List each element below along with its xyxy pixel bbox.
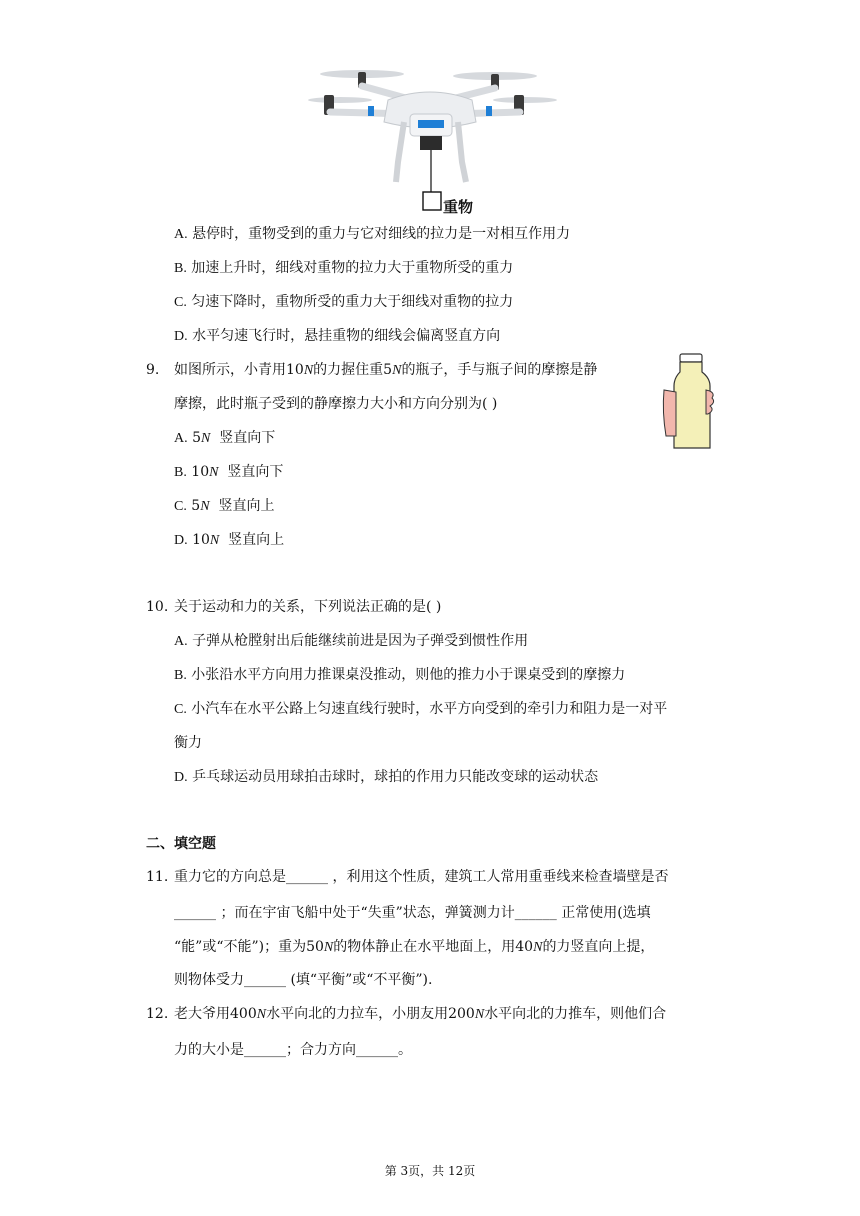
q12-number: 12. (146, 1006, 169, 1022)
q10-number: 10. (146, 599, 169, 615)
q10-stem: 关于运动和力的关系，下列说法正确的是( ) (174, 599, 442, 615)
q11-number: 11. (146, 869, 169, 885)
q12-line2: 力的大小是______；合力方向______。 (174, 1042, 412, 1058)
q8-option-d: D. 水平匀速飞行时，悬挂重物的细线会偏离竖直方向 (174, 328, 501, 344)
q9-number: 9. (146, 362, 160, 378)
q11-line2: ______ ；而在宇宙飞船中处于“失重”状态，弹簧测力计______ 正常使用(选填 (174, 905, 651, 921)
weight-label: 重物 (443, 198, 474, 216)
q8-option-c: C. 匀速下降时，重物所受的重力大于细线对重物的拉力 (174, 294, 514, 310)
bottle-figure (660, 352, 720, 452)
q11-line4: 则物体受力______ (填“平衡”或“不平衡”). (174, 972, 433, 988)
q9-option-c: C. 5N 竖直向上 (174, 498, 275, 514)
page-footer: 第 3页，共 12页 (384, 1164, 476, 1178)
q9-option-d: D. 10N 竖直向上 (174, 532, 285, 548)
q8-option-b: B. 加速上升时，细线对重物的拉力大于重物所受的重力 (174, 260, 514, 276)
q11-line3: “能”或“不能”)；重为50N的物体静止在水平地面上，用40N的力竖直向上提， (174, 939, 655, 955)
q9-stem-line2: 摩擦，此时瓶子受到的静摩擦力大小和方向分别为( ) (174, 396, 498, 412)
q10-option-c: C. 小汽车在水平公路上匀速直线行驶时，水平方向受到的牵引力和阻力是一对平 (174, 701, 668, 717)
q11-line1: 重力它的方向总是______ ，利用这个性质，建筑工人常用重垂线来检查墙壁是否 (174, 869, 669, 885)
q9-stem-line1: 如图所示，小青用10N的力握住重5N的瓶子，手与瓶子间的摩擦是静 (174, 362, 598, 378)
q10-option-b: B. 小张沿水平方向用力推课桌没推动，则他的推力小于课桌受到的摩擦力 (174, 667, 626, 683)
q10-option-c-cont: 衡力 (174, 735, 202, 751)
q10-option-a: A. 子弹从枪膛射出后能继续前进是因为子弹受到惯性作用 (174, 633, 529, 649)
q9-option-a: A. 5N 竖直向下 (174, 430, 276, 446)
q8-option-a: A. 悬停时，重物受到的重力与它对细线的拉力是一对相互作用力 (174, 226, 571, 242)
drone-figure (300, 62, 560, 217)
q9-option-b: B. 10N 竖直向下 (174, 464, 284, 480)
section-heading: 二、填空题 (146, 836, 216, 852)
q12-line1: 老大爷用400N水平向北的力拉车，小朋友用200N水平向北的力推车，则他们合 (174, 1006, 667, 1022)
q10-option-d: D. 乒乓球运动员用球拍击球时，球拍的作用力只能改变球的运动状态 (174, 769, 599, 785)
